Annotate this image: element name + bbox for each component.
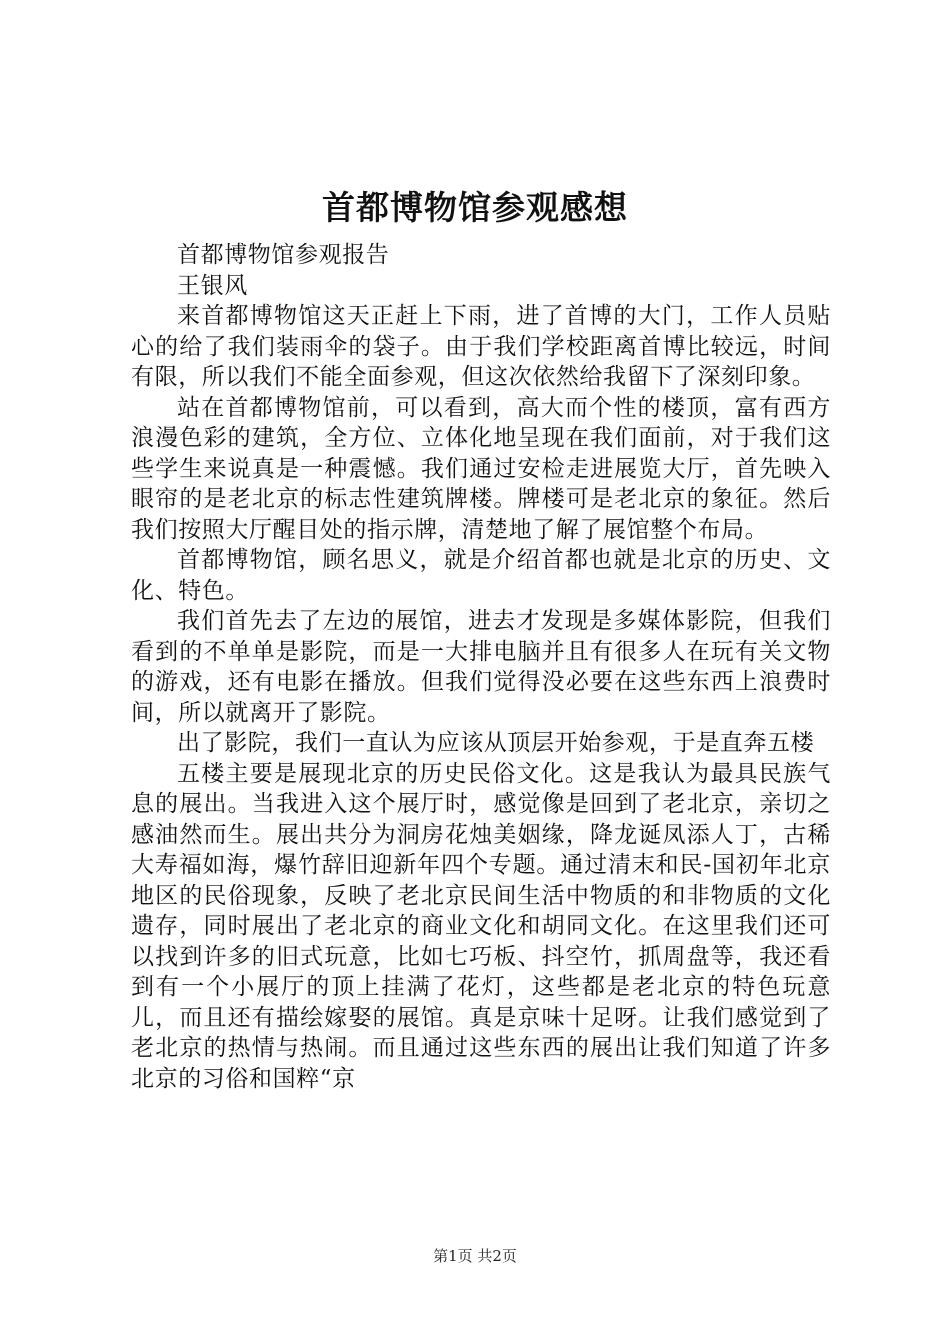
paragraph: 来首都博物馆这天正赶上下雨，进了首博的大门，工作人员贴心的给了我们装雨伞的袋子。由于我们学校距离首博比较远，时间有限，所以我们不能全面参观，但这次依然给我留下了深刻印象。 (131, 303, 831, 390)
page-title: 首都博物馆参观感想 (322, 188, 628, 227)
paragraph: 站在首都博物馆前，可以看到，高大而个性的楼顶，富有西方浪漫色彩的建筑，全方位、立体化地呈现在我们面前，对于我们这些学生来说真是一种震憾。我们通过安检走进展览大厅，首先映入眼帘的是老北京的标志性建筑牌楼。牌楼可是老北京的象征。然后我们按照大厅醒目处的指示牌，清楚地了解了展馆整个布局。 (131, 394, 831, 543)
report-heading: 首都博物馆参观报告 (177, 242, 390, 268)
document-body (131, 240, 831, 1094)
paragraph: 我们首先去了左边的展馆，进去才发现是多媒体影院，但我们看到的不单单是影院，而是一大排电脑并且有很多人在玩有关文物的游戏，还有电影在播放。但我们觉得没必要在这些东西上浪费时间，所以就离开了影院。 (131, 608, 831, 726)
paragraph: 五楼主要是展现北京的历史民俗文化。这是我认为最具民族气息的展出。当我进入这个展厅时，感觉像是回到了老北京，亲切之感油然而生。展出共分为洞房花烛美姻缘，降龙诞凤添人丁，古稀大寿福如海，爆竹辞旧迎新年四个专题。通过清末和民-国初年北京地区的民俗现象，反映了老北京民间生活中物质的和非物质的文化遗存，同时展出了老北京的商业文化和胡同文化。在这里我们还可以找到许多的旧式玩意，比如七巧板、抖空竹，抓周盘等，我还看到有一个小展厅的顶上挂满了花灯，这些都是老北京的特色玩意儿，而且还有描绘嫁娶的展馆。真是京味十足呀。让我们感觉到了老北京的热情与热闹。而且通过这些东西的展出让我们知道了许多北京的习俗和国粹“京 (131, 760, 831, 1092)
paragraph: 首都博物馆，顾名思义，就是介绍首都也就是北京的历史、文化、特色。 (131, 547, 831, 604)
paragraph: 出了影院，我们一直认为应该从顶层开始参观，于是直奔五楼 (177, 730, 815, 756)
page-footer: 第1页 共2页 (433, 1247, 517, 1265)
author-name: 王银风 (177, 272, 248, 299)
